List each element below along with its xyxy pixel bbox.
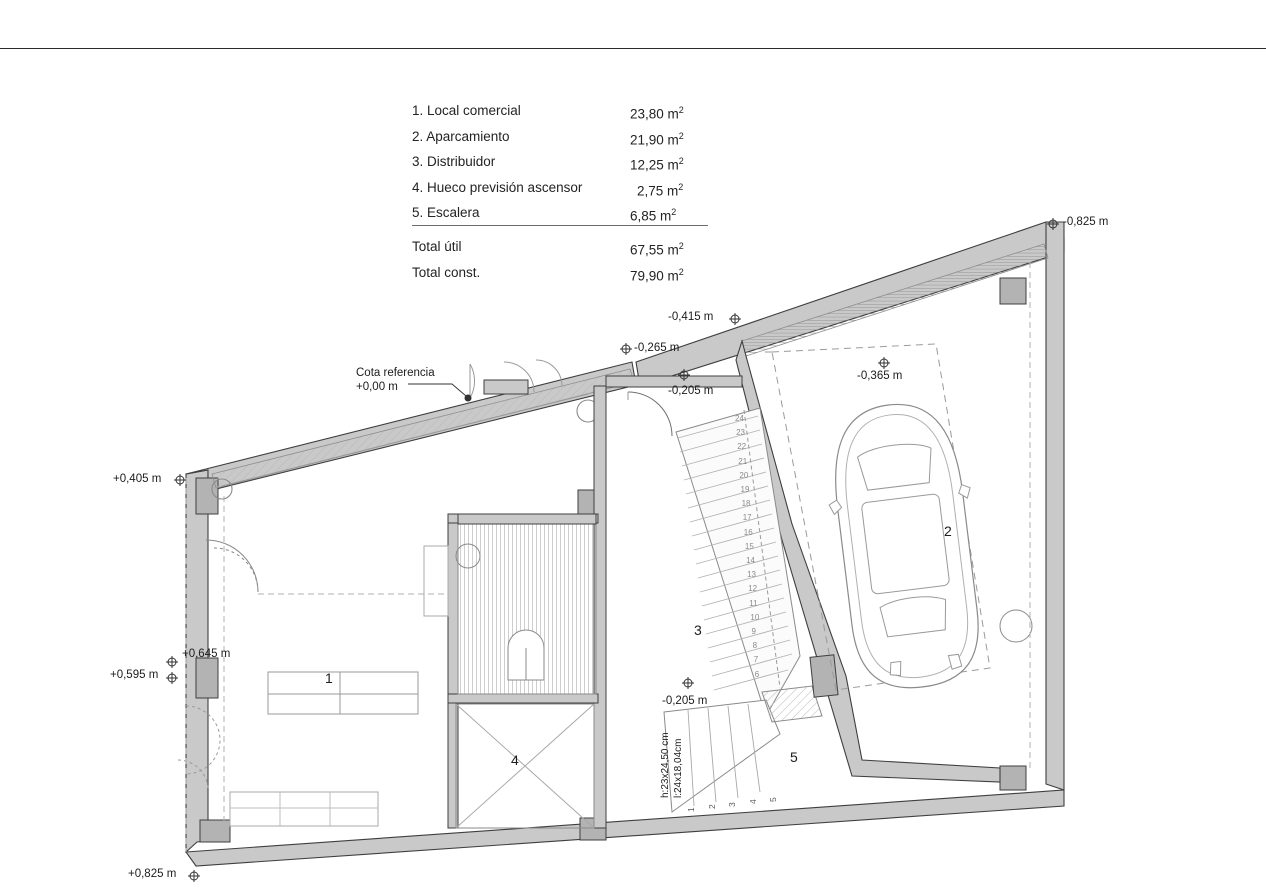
legend-label: 4. Hueco previsión ascensor bbox=[412, 179, 583, 195]
stair-step-number: 4 bbox=[747, 799, 758, 805]
stair-step-number: 11 bbox=[749, 598, 758, 608]
level-label-garage: -0,365 m bbox=[857, 370, 903, 382]
stair-step-number: 20 bbox=[739, 470, 749, 480]
level-label-left-mid-b: +0,595 m bbox=[110, 669, 159, 681]
level-label-stair: -0,205 m bbox=[662, 695, 708, 707]
level-marker bbox=[682, 677, 694, 689]
legend-value: 23,80 $m^2$ bbox=[630, 105, 684, 122]
legend-value: 2,75 $m^2$ bbox=[637, 181, 684, 199]
level-marker bbox=[729, 313, 741, 325]
legend-total-label: Total const. bbox=[412, 264, 481, 280]
stair-step-number: 23 bbox=[736, 428, 745, 438]
stair-step-number: 15 bbox=[744, 541, 754, 551]
stair-step-number: 3 bbox=[727, 802, 737, 807]
facade-hatch-band bbox=[212, 369, 634, 499]
room-number-4: 4 bbox=[511, 752, 519, 768]
stair-spec-line1: h:23x24,50 cm bbox=[660, 732, 671, 798]
level-label-top-right: -0,825 m bbox=[1063, 216, 1109, 228]
stair-step-number: 18 bbox=[741, 499, 751, 509]
stair-step-number: 24 bbox=[735, 414, 744, 423]
legend-total-value: 79,90 $m^2$ bbox=[630, 266, 684, 284]
level-label-left-upper: +0,405 m bbox=[113, 473, 162, 485]
stair-step-number: 2 bbox=[706, 804, 717, 810]
stair-spec-line2: l:24x18,04cm bbox=[673, 738, 684, 798]
level-marker bbox=[166, 656, 178, 668]
level-label-door: -0,265 m bbox=[634, 342, 680, 354]
stair-step-number: 8 bbox=[752, 641, 758, 651]
stair-step-number: 19 bbox=[740, 485, 750, 494]
level-marker bbox=[174, 474, 186, 486]
lift-shaft bbox=[456, 704, 594, 828]
stair-step-number: 6 bbox=[754, 669, 760, 679]
stair-step-number: 21 bbox=[738, 456, 748, 466]
stair-step-number: 22 bbox=[737, 442, 747, 452]
legend-label: 5. Escalera bbox=[412, 205, 480, 221]
legend-total-label: Total útil bbox=[412, 239, 462, 254]
room-number-2: 2 bbox=[944, 523, 952, 539]
level-marker bbox=[878, 357, 890, 369]
legend-value: 21,90 $m^2$ bbox=[630, 130, 684, 148]
room-number-1: 1 bbox=[325, 670, 333, 686]
legend-label: 1. Local comercial bbox=[412, 103, 521, 118]
legend-label: 3. Distribuidor bbox=[412, 154, 496, 170]
commercial-unit-furniture bbox=[186, 478, 448, 852]
cota-referencia-line2: +0,00 m bbox=[356, 381, 398, 393]
level-label-bottom-left: +0,825 m bbox=[128, 868, 177, 880]
level-marker bbox=[620, 343, 632, 355]
legend-value: 12,25 $m^2$ bbox=[630, 156, 684, 173]
stair-step-number: 1 bbox=[686, 807, 696, 812]
stair-step-number: 12 bbox=[748, 584, 758, 594]
stair-step-number: 9 bbox=[751, 627, 756, 636]
stair-step-number: 14 bbox=[746, 556, 755, 565]
level-marker bbox=[166, 672, 178, 684]
level-marker bbox=[188, 870, 200, 882]
stair-step-number: 17 bbox=[742, 513, 752, 523]
stair-step-number: 5 bbox=[768, 796, 778, 802]
level-label-left-mid-a: +0,645 m bbox=[182, 648, 231, 660]
stair-step-number: 13 bbox=[747, 570, 756, 580]
room-number-5: 5 bbox=[790, 749, 798, 765]
legend-value: 6,85 $m^2$ bbox=[630, 207, 677, 224]
stair-step-number: 10 bbox=[750, 612, 760, 622]
legend-label: 2. Aparcamiento bbox=[412, 128, 510, 144]
stair-step-number: 16 bbox=[743, 527, 753, 537]
car-symbol bbox=[818, 396, 994, 695]
legend-total-value: 67,55 $m^2$ bbox=[630, 241, 684, 258]
cota-referencia-line1: Cota referencia bbox=[356, 367, 435, 379]
stair-step-number: 7 bbox=[753, 655, 759, 665]
room-number-3: 3 bbox=[694, 622, 702, 638]
level-label-hall: -0,205 m bbox=[668, 385, 714, 397]
level-label-entry: -0,415 m bbox=[668, 311, 714, 323]
